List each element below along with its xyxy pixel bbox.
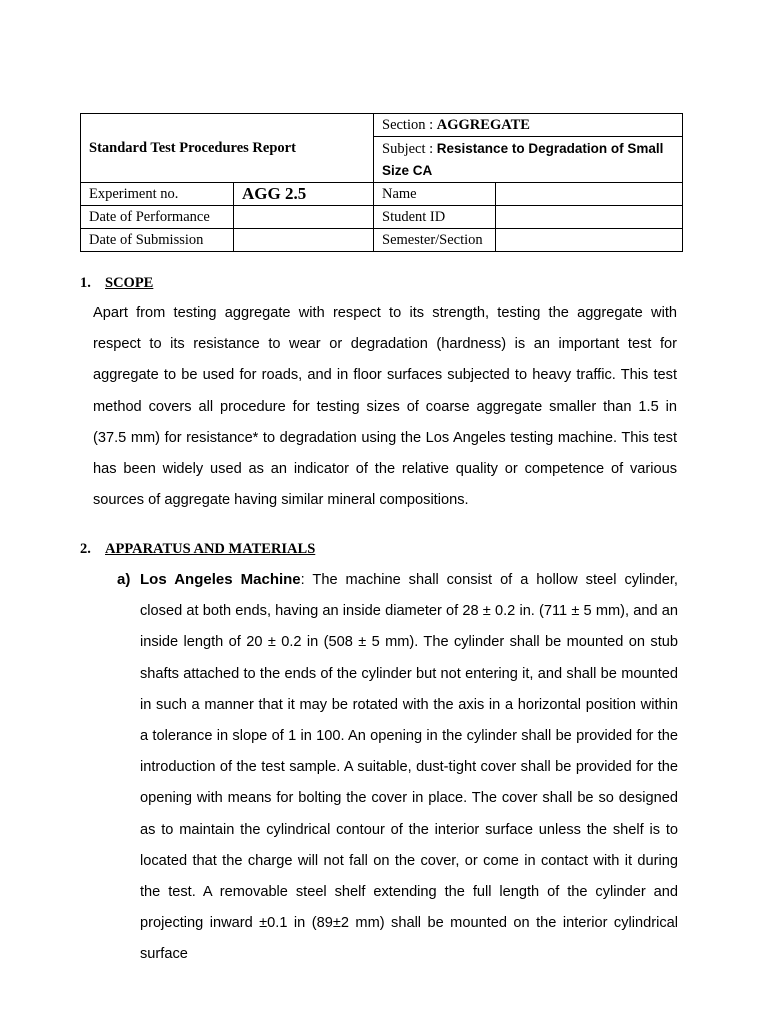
scope-paragraph: Apart from testing aggregate with respect to its strength, testing the aggregate with respect to its resistance to wear or degradation (hardness) is an important test for aggregate to be used for roads, and in floor surfaces subjected to heavy traffic. This test method covers all procedure for testing sizes of coarse aggregate smaller than 1.5 in (37.5 mm) for resistance* to degradation using the Los Angeles testing machine. This test has been widely used as an indicator of the relative quality or competence of various sources of aggregate having similar mineral compositions. [93,305,677,509]
item-text: : The machine shall consist of a hollow steel cylinder, closed at both ends, having an inside diameter of 28 ± 0.2 in. (711 ± 5 mm), and an inside length of 20 ± 0.2 in (508 ± 5 mm). The cylinder shall be mounted on stub shafts attached to the ends of the cylinder but not entering it, and shall be mounted in such a manner that it may be rotated with the axis in a horizontal position within a tolerance in slope of 1 in 100. An opening in the cylinder shall be provided for the introduction of the test sample. A suitable, dust-tight cover shall be provided for the opening with means for bolting the cover in place. The cover shall be so designed as to maintain the cylindrical contour of the interior surface unless the shelf is to located that the charge will not fall on the cover, or come in contact with it during the test. A removable steel shelf extending the full length of the cylinder and projecting inward ±0.1 in (89±2 mm) shall be mounted on the interior cylindrical surface [140,572,678,963]
semester-value [496,229,683,252]
apparatus-title: APPARATUS AND MATERIALS [105,541,316,557]
subject-value: Resistance to Degradation of Small Size CA [382,141,664,178]
name-value [496,183,683,206]
date-submission-value [234,229,374,252]
scope-heading [80,275,153,292]
item-body [140,564,678,971]
student-id-label: Student ID [374,206,496,229]
semester-label: Semester/Section [374,229,496,252]
date-performance-label: Date of Performance [81,206,234,229]
scope-number: 1. [80,275,91,291]
apparatus-number: 2. [80,541,91,557]
subject-label: Subject : [382,141,437,157]
date-performance-value [234,206,374,229]
section-value: AGGREGATE [436,116,530,133]
student-id-value [496,206,683,229]
section-cell [374,114,683,137]
item-marker: a) [117,571,131,588]
scope-title: SCOPE [105,275,154,291]
section-label: Section : [382,116,437,133]
subject-cell [374,137,683,183]
date-submission-label: Date of Submission [81,229,234,252]
item-term: Los Angeles Machine [140,571,301,588]
experiment-no-value: AGG 2.5 [234,183,374,206]
apparatus-item-los-angeles-machine [117,564,678,971]
name-label: Name [374,183,496,206]
apparatus-heading [80,541,315,558]
experiment-no-label: Experiment no. [81,183,234,206]
report-title: Standard Test Procedures Report [81,114,374,183]
report-header-table [80,113,683,252]
